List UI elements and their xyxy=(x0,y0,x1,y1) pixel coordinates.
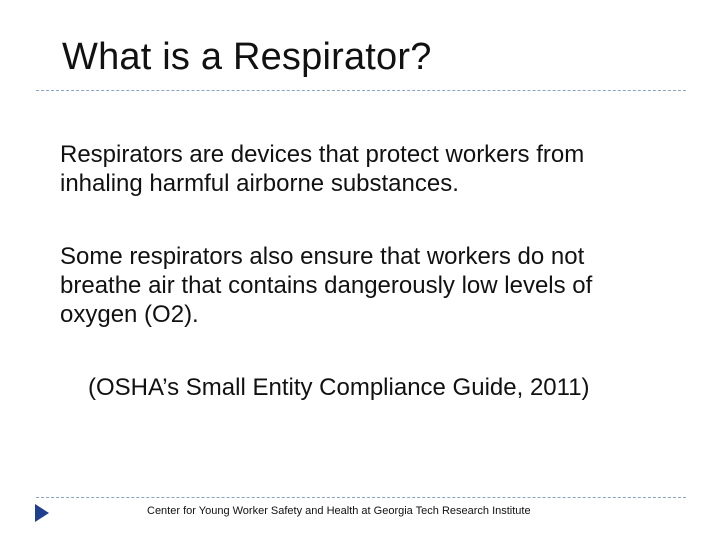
footer-divider xyxy=(36,497,686,498)
title-divider xyxy=(36,90,686,91)
footer-text: Center for Young Worker Safety and Health at Georgia Tech Research Institute xyxy=(147,505,531,517)
slide-title: What is a Respirator? xyxy=(62,36,432,78)
oxygen-paragraph: Some respirators also ensure that workers do not breathe air that contains dangerously low levels of oxygen (O2). xyxy=(60,243,593,328)
citation: (OSHA’s Small Entity Compliance Guide, 2011) xyxy=(88,374,590,401)
triangle-arrow-icon xyxy=(35,504,49,522)
definition-paragraph: Respirators are devices that protect workers from inhaling harmful airborne substances. xyxy=(60,141,585,197)
